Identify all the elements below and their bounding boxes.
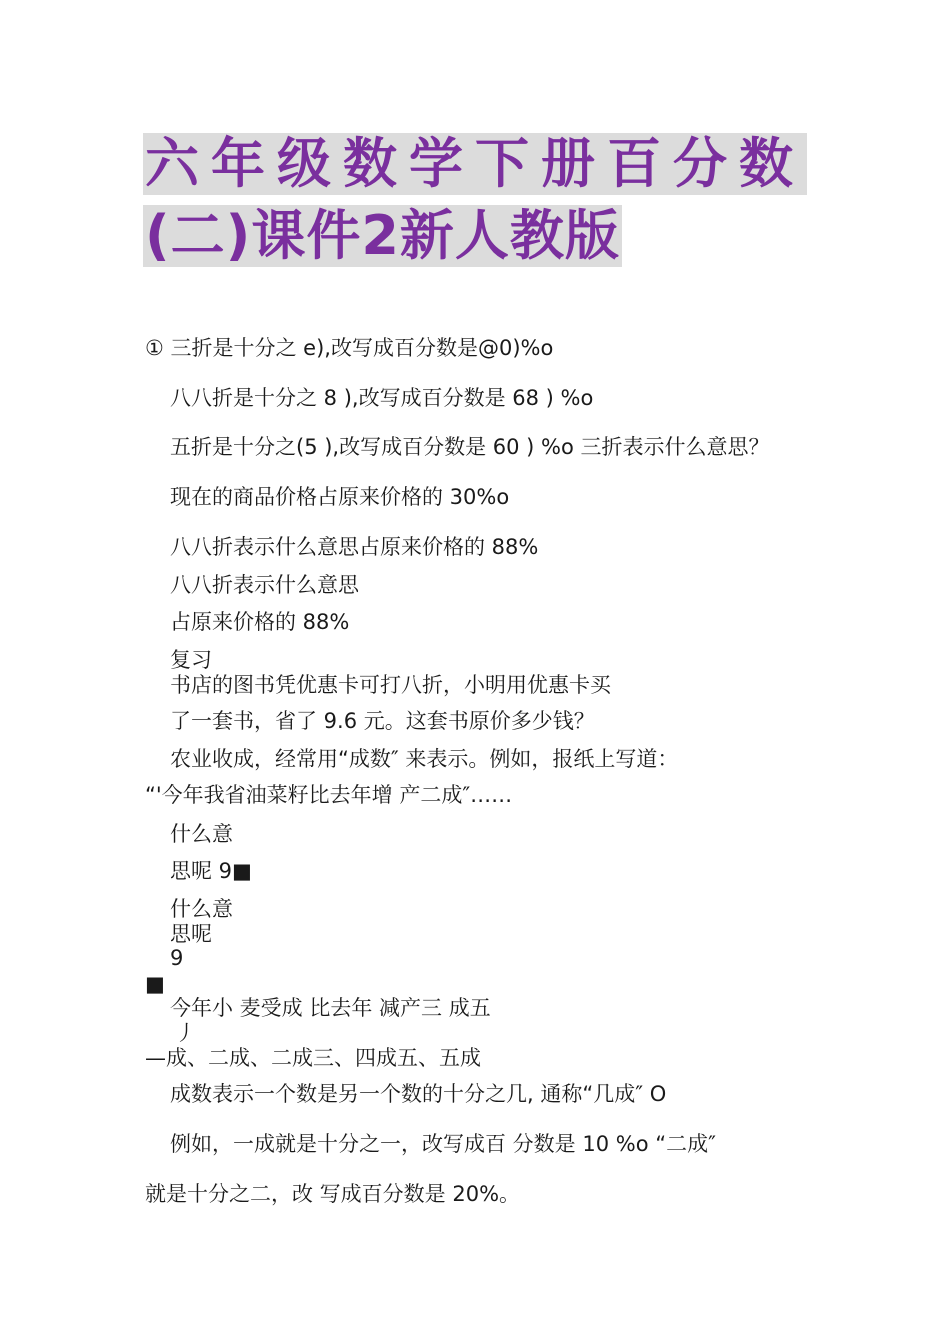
document-title-line-1: 六年级数学下册百分数 <box>145 132 805 195</box>
text-line: 占原来价格的 88% <box>170 610 350 634</box>
text-line: 八八折表示什么意思占原来价格的 88% <box>170 535 539 559</box>
text-line: ① 三折是十分之 e),改写成百分数是@0)%o <box>145 336 554 360</box>
text-line: 什么意 <box>170 897 233 921</box>
document-title-line-2: (二)课件2新人教版 <box>145 204 620 267</box>
text-line: 丿 <box>175 1021 196 1045</box>
text-line: ■ <box>145 972 165 996</box>
text-line: 书店的图书凭优惠卡可打八折，小明用优惠卡买 <box>170 673 611 697</box>
text-line: 农业收成，经常用“成数″ 来表示。例如，报纸上写道： <box>170 747 679 771</box>
text-line: 成数表示一个数是另一个数的十分之几, 通称“几成″ O <box>170 1082 667 1106</box>
text-line: 什么意 <box>170 822 233 846</box>
text-line: 了一套书，省了 9.6 元。这套书原价多少钱？ <box>170 709 595 733</box>
text-line: —成、二成、二成三、四成五、五成 <box>145 1046 481 1070</box>
text-line: 思呢 9■ <box>170 859 252 883</box>
text-line: 八八折是十分之 8 ),改写成百分数是 68 ) %o <box>170 386 594 410</box>
text-line: 今年小 麦受成 比去年 减产三 成五 <box>170 996 491 1020</box>
text-line: 八八折表示什么意思 <box>170 573 359 597</box>
text-line: “'今年我省油菜籽比去年增 产二成″…… <box>145 783 513 807</box>
text-line: 9 <box>170 946 184 970</box>
text-line: 现在的商品价格占原来价格的 30%o <box>170 485 510 509</box>
text-line: 复习 <box>170 648 212 672</box>
text-line: 例如，一成就是十分之一，改写成百 分数是 10 %o “二成″ <box>170 1132 716 1156</box>
text-line: 思呢 <box>170 922 212 946</box>
text-line: 五折是十分之(5 ),改写成百分数是 60 ) %o 三折表示什么意思？ <box>170 435 770 459</box>
text-line: 就是十分之二，改 写成百分数是 20%。 <box>145 1182 521 1206</box>
